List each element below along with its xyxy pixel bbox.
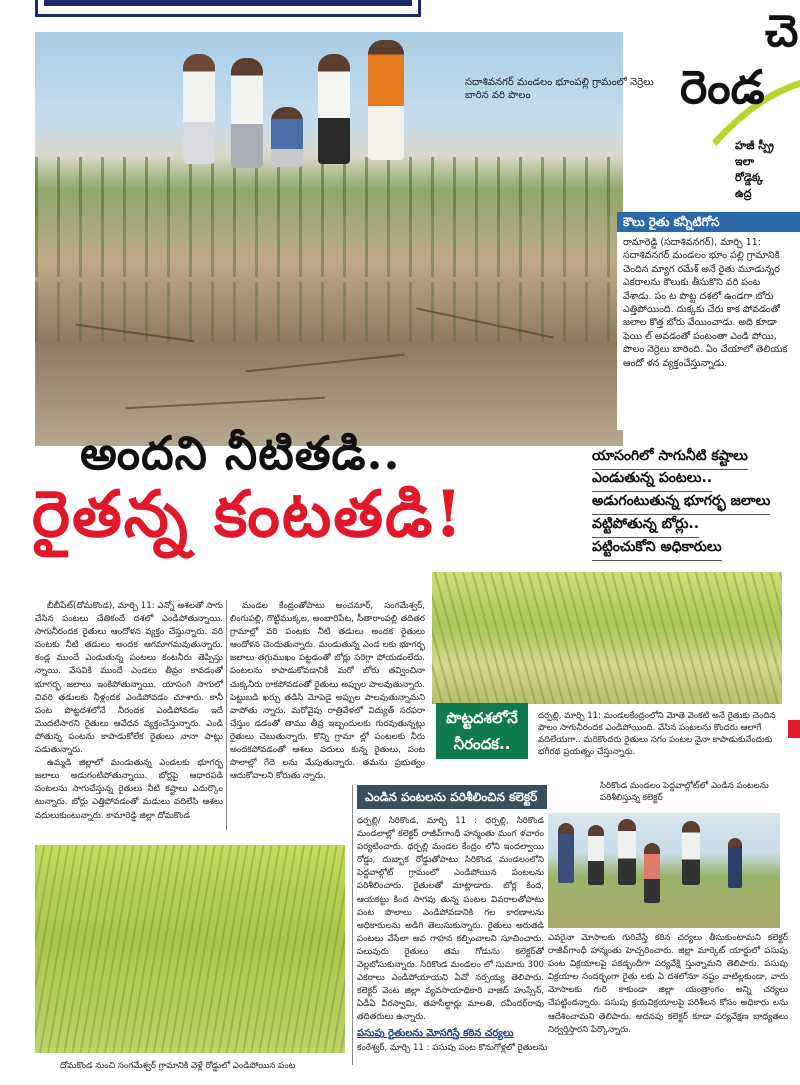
masthead-strip	[35, 0, 421, 17]
right-story-snippet	[735, 138, 800, 202]
sidebar-title: కౌలు రైతు కన్నీటిగోస	[617, 212, 800, 232]
kicker-item: పట్టించుకోని అధికారులు	[592, 539, 722, 561]
right-photo-dry-crop	[432, 572, 782, 704]
story-paragraph: ఉమ్మడి జిల్లాలో మండుతున్న ఎండలకు భూగర్భ జలాలు అడుగంటిపోతున్నాయి. బోర్లపై ఆధారపడి పంటలను సాగుచేస్తున్న రైతులు నీటి కష్టాలు ఎదుర్కొం టున్నారు. బోర్లు ఎత్తిపోవడంతో మడులు వదిలేసి ఆశలు వదులుకుంటున్నారు. కామారెడ్డి జిల్లా దోమకొండ	[35, 758, 223, 821]
story-column-1	[35, 600, 223, 838]
collector-story-column-1: ధర్పల్లి/ సిరికొండ, మార్చి 11 : ధర్పల్లి, సిరికొండ మండలాల్లో కలెక్టర్ రాజీవ్‌గాంధీ హన్మంతు మంగ ళవారం పర్యటించారు. ధర్పల్లి మండల కేంద్రం లోని ఇందల్వాయి రోడ్డు, దుబ్బాక రోడ్డుతోపాటు సిరికొండ మండలంలోని పెద్దవాల్గోట్ గ్రామంలో ఎండిపోయిన పంటలను పరిశీలించారు. రైతులతో మాట్లాడారు. బోర్ల కింద, ఆయకట్టు కింద సాగవు తున్న పంటల వివరాలతోపాటు పంట పొలాలు ఎండిపోవడానికి గల కారణాలను అధికారులను అడిగి తెలుసుకున్నారు. రైతులు అరుతడి పంటలు వేసేలా అవ గాహన కల్పించాలని సూచించారు. పలువురు రైతులు తమ గోడును కలెక్టర్‌తో వెల్లబోసుకున్నారు. సిరికొండ మండలం లో సుమారు 300 ఎకరాలు ఎండిపోయాయని ఏవో నర్సయ్య తెలిపారు. కలెక్టర్ వెంట జిల్లా వ్యవసాయాధికారి వాజిద్ హుస్సేన్, ఏడీఏ వీరస్వామి, తహసీల్దార్లు మాలతి, రవీందర్‌రావు తదితరులు ఉన్నారు.	[357, 816, 544, 1023]
turmeric-subheading: పసుపు రైతులను మోసగిస్తే కఠిన చర్యలు	[357, 1028, 514, 1039]
collector-story-column-2: ఎవరైనా మోసాలకు గురిచేస్తే కఠిన చర్యలు తీసుకుంటామని కలెక్టర్ రాజీవ్‌గాంధీ హన్మంతు హెచ్చరించారు. జిల్లా మార్కెట్ యార్డులో పసుపు పంట విక్రయాలపై పకడ్బందీగా పర్యవేక్షి స్తున్నామని తెలిపారు. పసుపు విక్రయాల సందర్భంగా రైతు లకు ఏ దశలోనూ నష్టం వాటిల్లకుండా, వారు మోసాలకు గురి కాకుండా జిల్లా యంత్రాంగం అన్ని చర్యలు చేపట్టిందన్నారు. పసుపు క్రయవిక్రయాలపై పరిశీలన కోసం అధికారు లను ఆదేశించామని తెలిపారు. అదనపు కలెక్టర్ కూడా పర్యవేక్షణ బాధ్యతలు నిర్వర్తిస్తారని పేర్కొన్నారు.	[548, 933, 788, 1035]
collector-photo-caption: సిరికొండ మండలం పెద్దవాల్గోట్‌లో ఎండిన పంటలను పరిశీలిస్తున్న కలెక్టర్	[600, 781, 769, 803]
bottom-photo-dry-crop	[35, 845, 345, 1053]
red-marker	[788, 720, 800, 738]
kicker-item: ఎండుతున్న పంటలు..	[592, 470, 712, 492]
collector-photo	[548, 813, 780, 928]
right-photo-caption: దర్పల్లి, మార్చి 11: మండలకేంద్రంలోని మోతె వెంకటి అనే రైతుకు చెందిన పొలం సాగునీరందక ఎండిపోయింది. వేసిన పంటలను కొందరు ఆలాగే వదిలేయగా.. మరికొందరు రైతులు సగం పంటల నైనా కాపాడుకునేందుకు భగీరథ ప్రయత్నం చేస్తున్నారు.	[538, 711, 776, 757]
bottom-photo-caption: దోమకొండ నుంచి సంగమేశ్వర్ గ్రామానికి వెళ్లే రోడ్డులో ఎండిపోయిన పంట	[60, 1061, 296, 1071]
snippet-line: రోడ్డెక్క	[735, 171, 764, 184]
photo-label-line: పొట్టదశలోనే	[446, 709, 518, 727]
main-photo-dry-field	[35, 32, 654, 446]
column-divider	[352, 785, 353, 1065]
kicker-item: వట్టిపోతున్న బోర్లు..	[592, 516, 699, 538]
snippet-line: ఇలా	[735, 155, 755, 168]
sidebar-body: రామారెడ్డి (సదాశివనగర్), మార్చి 11: సదాశివనగర్ మండలం భూం పల్లి గ్రామానికి చెందిన మ్యాగ రమేశ్ అనే రైతు మూడున్నర ఎకరాలను కౌలుకు తీసుకొని వరి పంట వేశాడు. పం ట పొట్ట దశలో ఉండగా బోరు ఎత్తిపోయింది. దుక్కకు చేరు కాక పోవడంతో జలాల కొత్త బోరు వేయించాడు. అది కూడా ఫెయి ల్ అవడంతో పంటంతా ఎండి పోయి, పొలం నెర్రెలు బారింది. ఏం చేయాలో తెలియక ఆందో ళన వ్యక్తంచేస్తున్నాడు.	[617, 232, 797, 430]
kicker-item: అడుగంటుతున్న భూగర్భ జలాలు	[592, 493, 770, 515]
headline-line2: రైతన్న కంటతడి!	[32, 477, 465, 552]
snippet-line: హజీ స్ప్రీ	[735, 139, 774, 152]
collector-section-heading: ఎండిన పంటలను పరిశీలించిన కలెక్టర్	[357, 785, 547, 809]
column-divider	[226, 600, 227, 830]
photo-label	[436, 703, 528, 759]
story-paragraph: బీబీపేట్(దోమకొండ), మార్చి 11: ఎన్నో ఆశలతో సాగు చేసిన పంటలు చేతికందే దశలో ఎండిపోతున్నాయి. సాగునీరందక రైతులు ఆందోళన వ్యక్తం చేస్తున్నారు. వరి పంటకు నీటి తడులు అందక ఆగమాగమవుతున్నారు. కండ్ల ముందే ఎండుతున్న పంటలు కంటనీరు తెప్పిస్తు న్నాయి. వేసవికి ముందే ఎండలు తీవ్రం కావడంతో భూగర్భ జలాలు ఇంకిపోతున్నాయి. యాసంగి సాగులో చివరి తడులకు నీళ్లందక ఎండిపోవడం చూశారు. కానీ పంట పొట్టదశలోనే నీరందక ఎండిపోవడం ఇదే మొదటిసారని రైతులు ఆవేదన వ్యక్తంచేస్తున్నారు. ఎండి పోతున్న పంటను కాపాడుకోలేక రైతులు నానా పాట్లు పడుతున్నారు.	[35, 601, 223, 756]
kicker-item: యాసంగిలో సాగునీటి కష్టాలు	[592, 448, 748, 470]
right-headline-line1: చె	[765, 6, 799, 57]
right-headline-line2: రెండ	[680, 60, 765, 114]
headline-line1: అందని నీటితడి..	[80, 426, 401, 480]
story-paragraph: మండల కేంద్రంతోపాటు అంచనూర్, సంగమేశ్వర్, లింగుపల్లి, గొట్టిముక్కల, అంబారిపేట, సీతారాంపల్లి తదితర గ్రామాల్లో వరి పంటకు నీటి తడులు అందక రైతులు ఆందోళన చెందుతున్నారు. మండుతున్న ఎండ లకు భూగర్భ జలాలు తగ్గుముఖం పట్టడంతో బోర్లు సరిగ్గా పోయడంలేదు. పంటలను కాపాడుకోవడానికి మరో బోరు తవ్వించినా చుక్కనీరు రాకపోవడంతో రైతులు అప్పుల పాలవుతున్నారు. పెట్టుబడి ఖర్చు తడిసి మోపెడై అప్పుల పాలవుతున్నామని వాపోతు న్నారు. మరోవైపు రాత్రివేళలో విద్యుత్ సరఫరా చేస్తుం డడంతో తాము తీవ్ర ఇబ్బందులకు గురవుతున్నట్లు రైతులు చెబుతున్నారు. కొన్ని గ్రామా ల్లో పంటలకు నీరు అందకపోవడంతో ఆశలు వదులు కున్న రైతులు, పంట పొలాల్లో గేదె లను మేపుతున్నారు. తమను ప్రభుత్వం ఆదుకోవాలని కోరుతు న్నారు.	[230, 601, 425, 782]
photo-label-line: నీరందక..	[453, 735, 511, 753]
snippet-line: ఉద్ర	[735, 187, 752, 200]
turmeric-story-lead: కంఠేశ్వర్, మార్చి 11 : పసుపు పంట కొనుగోళ్లలో రైతులను	[357, 1043, 547, 1053]
main-photo-caption: సదాశివనగర్ మండలం భూంపల్లి గ్రామంలో నెర్రెలు బారిన వరి పొలం	[465, 77, 654, 101]
